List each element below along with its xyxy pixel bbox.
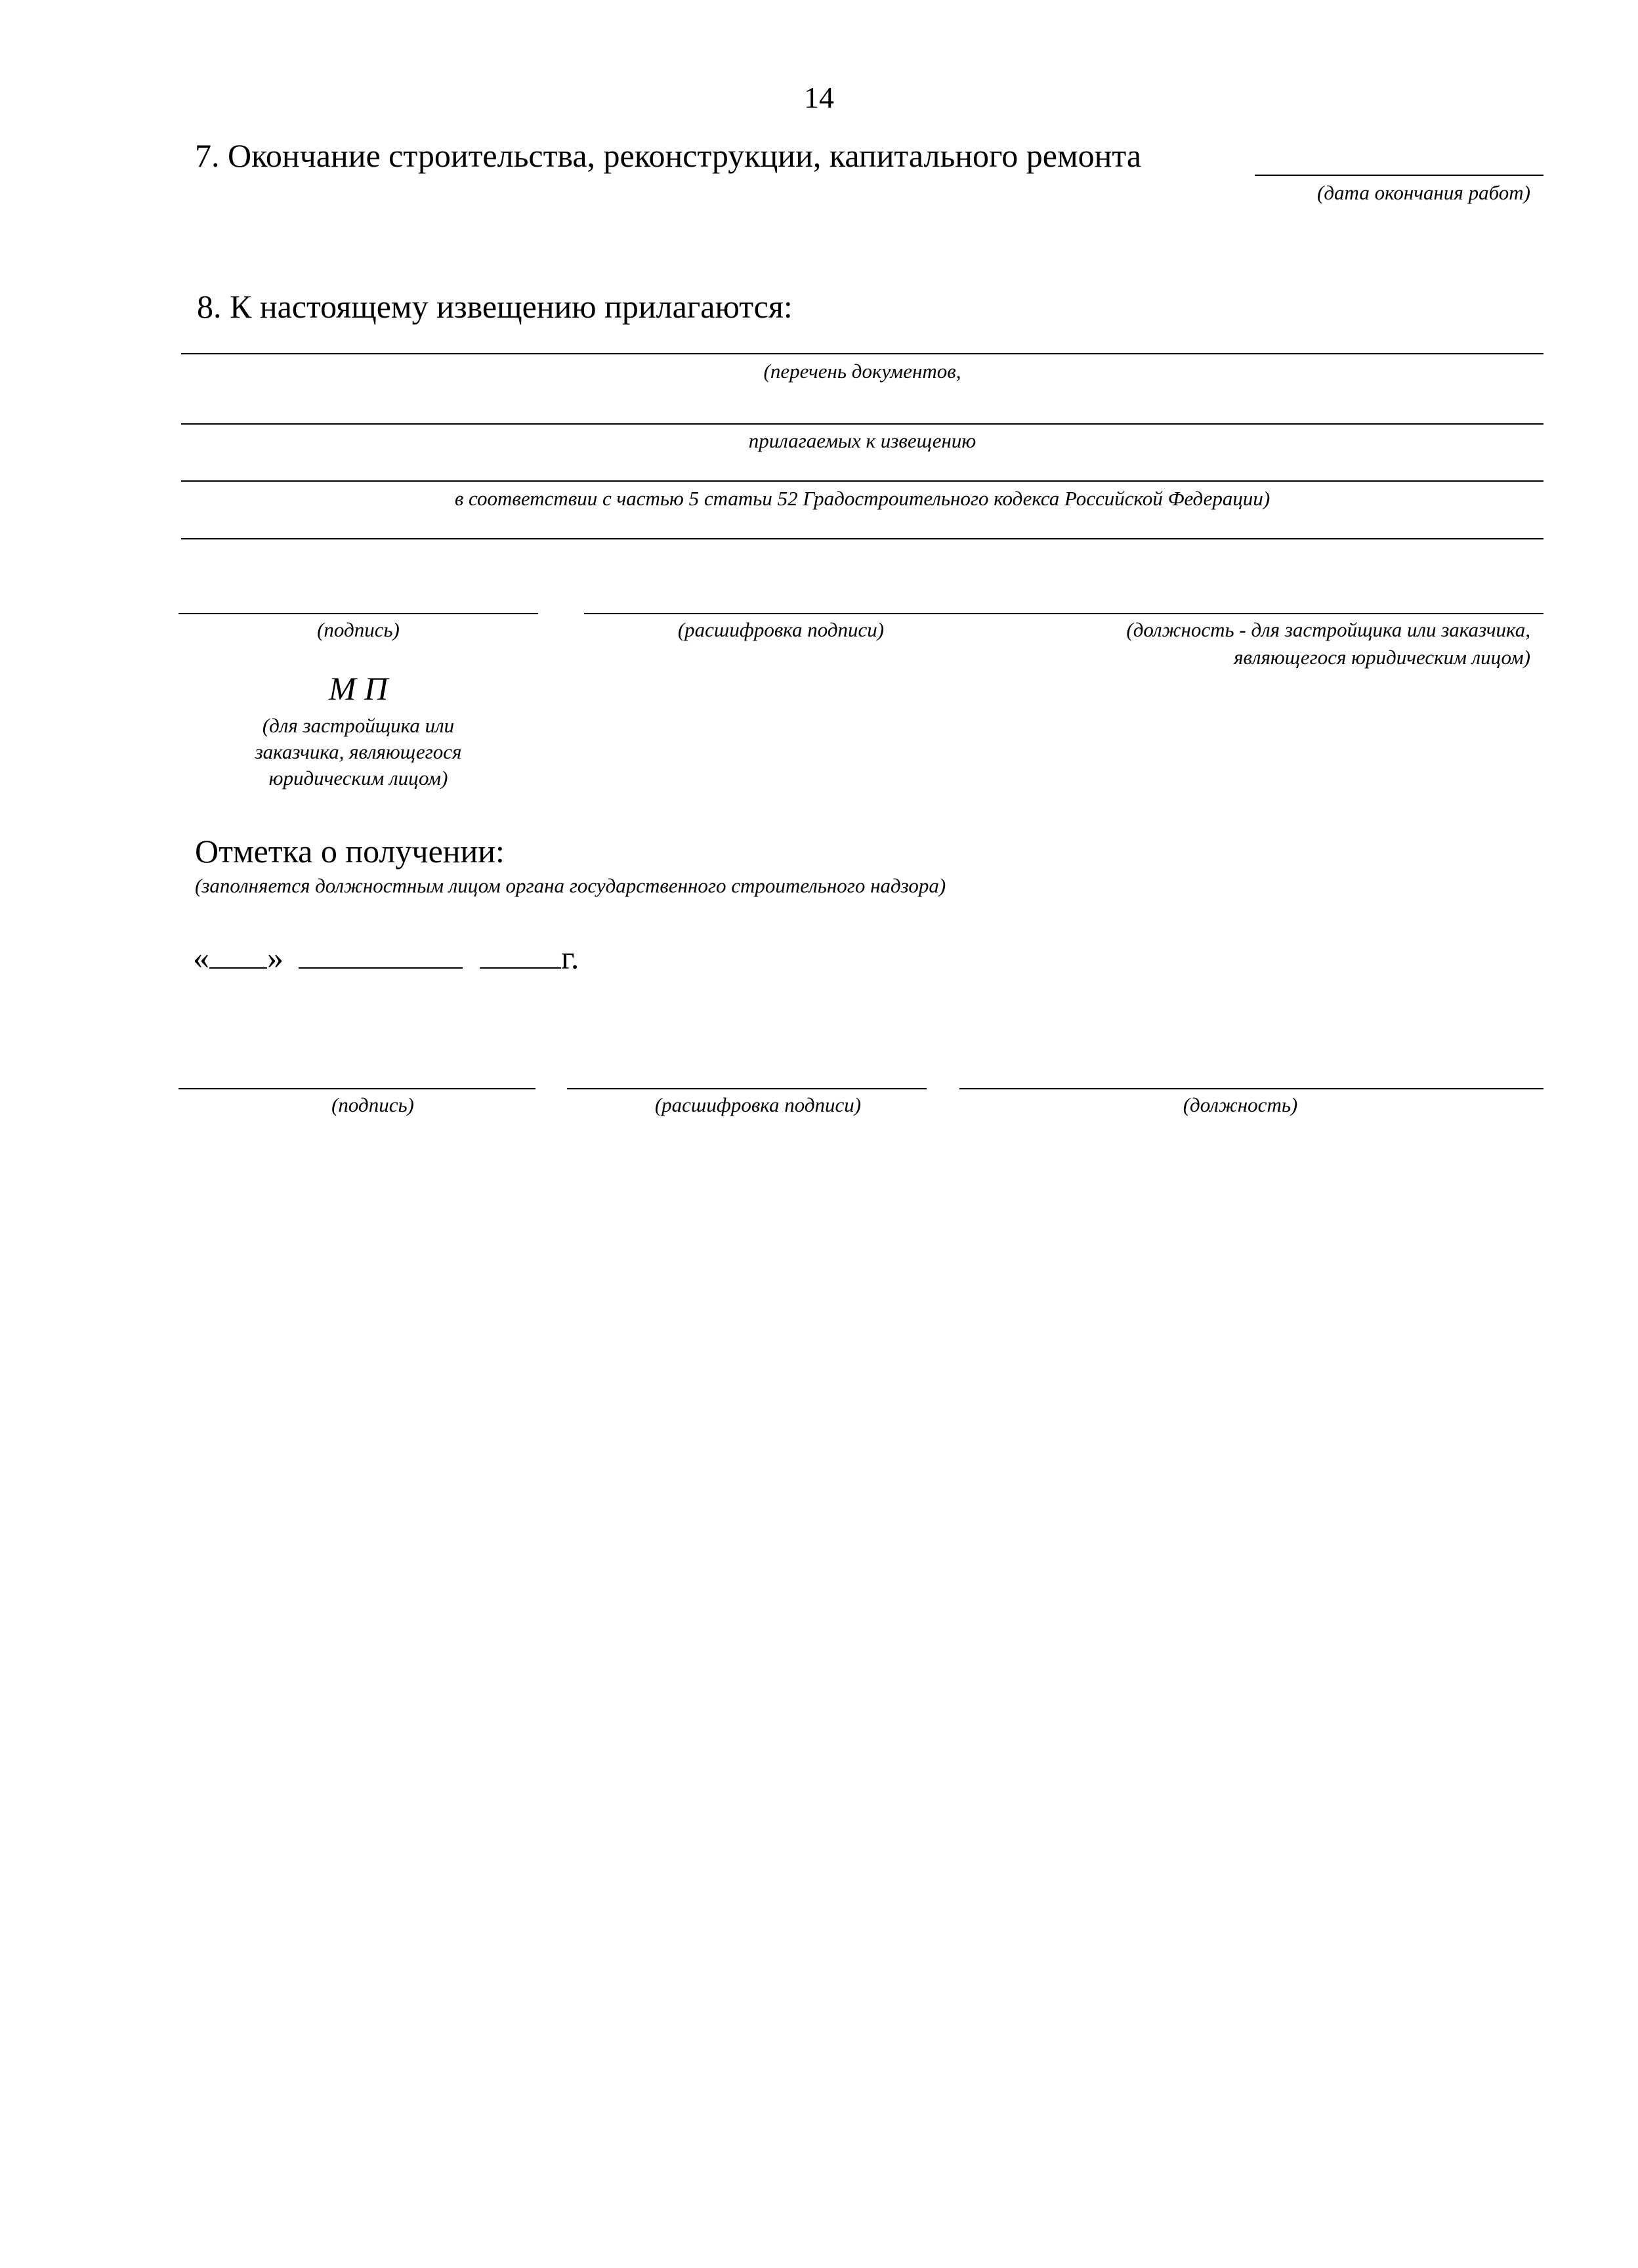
attachments-caption-1: (перечень документов, [763,360,961,383]
position-caption-line-1: (должность - для застройщика или заказчика, [1126,618,1530,641]
receipt-signature-field[interactable] [178,1088,536,1089]
position-caption-line-2: являющегося юридическим лицом) [1234,646,1530,669]
completion-date-field[interactable] [1255,175,1544,176]
stamp-place-label: М П [328,670,388,707]
date-close-quote: » [267,939,284,976]
decoding-position-field[interactable] [584,613,1544,614]
receipt-decoding-field[interactable] [567,1088,927,1089]
completion-date-caption: (дата окончания работ) [1317,181,1530,204]
attachments-line-1[interactable] [181,353,1544,354]
date-open-quote: « [193,939,209,976]
receipt-title: Отметка о получении: [195,833,505,870]
attachments-caption-3: в соответствии с частью 5 статьи 52 Градостроительного кодекса Российской Федерации) [454,487,1270,510]
receipt-date [193,938,652,976]
stamp-note-line-2: заказчика, являющегося [255,740,462,763]
date-day-field[interactable] [209,967,267,969]
stamp-note-line-3: юридическим лицом) [268,766,448,789]
receipt-subtitle: (заполняется должностным лицом органа государственного строительного надзора) [195,874,946,897]
attachments-caption-2: прилагаемых к извещению [748,429,976,452]
stamp-note-line-1: (для застройщика или [262,714,455,737]
signature-field[interactable] [178,613,538,614]
receipt-position-caption: (должность) [1183,1093,1298,1116]
attachments-line-2[interactable] [181,423,1544,425]
date-year-suffix: г. [561,939,579,976]
page-number: 14 [804,81,834,114]
date-month-field[interactable] [299,967,463,969]
receipt-decoding-caption: (расшифровка подписи) [654,1093,862,1116]
date-year-field[interactable] [480,967,561,969]
receipt-position-field[interactable] [959,1088,1544,1089]
signature-caption: (подпись) [317,618,400,641]
attachments-line-4[interactable] [181,538,1544,539]
section-8-text: 8. К настоящему извещению прилагаются: [197,288,793,325]
receipt-signature-caption: (подпись) [331,1093,414,1116]
section-7-text: 7. Окончание строительства, реконструкции, капитального ремонта [195,137,1142,174]
attachments-line-3[interactable] [181,480,1544,482]
decoding-caption: (расшифровка подписи) [677,618,885,641]
